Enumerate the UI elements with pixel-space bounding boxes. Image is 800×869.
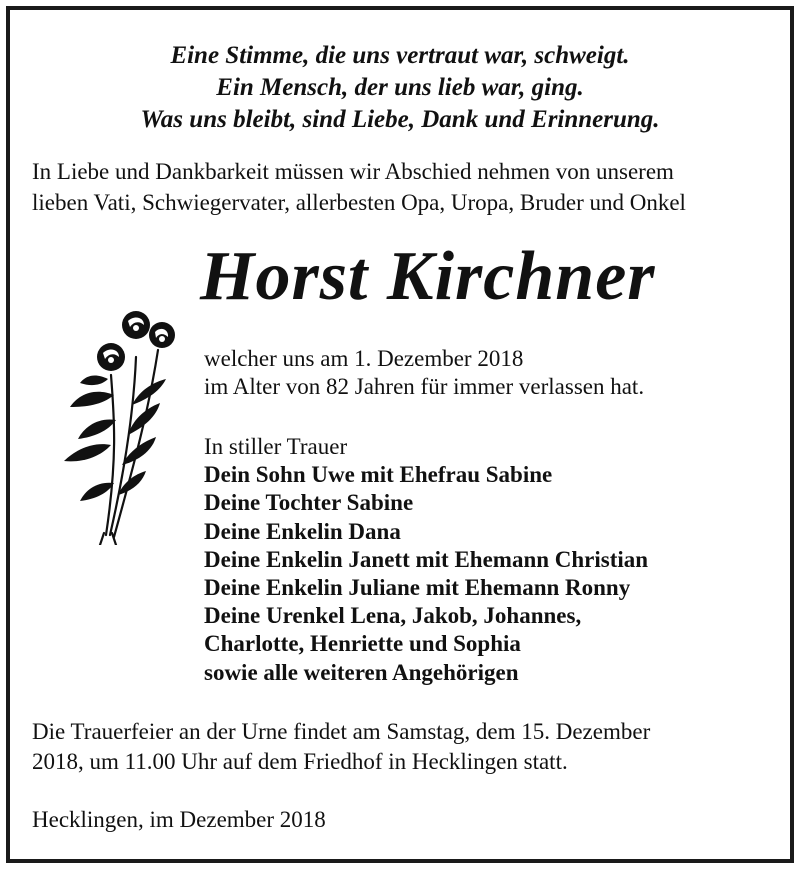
mourner-line: Dein Sohn Uwe mit Ehefrau Sabine	[204, 462, 553, 488]
verse-line: Eine Stimme, die uns vertraut war, schweigt.	[170, 42, 630, 69]
mourner-line: Deine Enkelin Dana	[204, 518, 401, 544]
verse-line: Ein Mensch, der uns lieb war, ging.	[216, 74, 584, 101]
death-details	[204, 345, 644, 401]
intro-line: lieben Vati, Schwiegervater, allerbesten Opa, Uropa, Bruder und Onkel	[32, 190, 686, 215]
mourner-line: Charlotte, Henriette und Sophia	[204, 631, 521, 657]
roses-icon	[56, 295, 176, 545]
verse-line: Was uns bleibt, sind Liebe, Dank und Erinnerung.	[140, 106, 660, 133]
mourner-line: Deine Enkelin Janett mit Ehemann Christian	[204, 546, 649, 572]
place-and-date: Hecklingen, im Dezember 2018	[32, 807, 326, 832]
mourner-line: Deine Tochter Sabine	[204, 490, 414, 516]
memorial-verse	[10, 40, 790, 136]
mourner-line: sowie alle weiteren Angehörigen	[204, 659, 519, 685]
obituary-notice	[6, 6, 794, 863]
mourners-list	[204, 433, 648, 687]
mourner-line: Deine Enkelin Juliane mit Ehemann Ronny	[204, 575, 631, 601]
death-line: welcher uns am 1. Dezember 2018	[204, 346, 524, 371]
mourning-heading: In stiller Trauer	[204, 434, 348, 459]
mourner-line: Deine Urenkel Lena, Jakob, Johannes,	[204, 603, 582, 629]
funeral-line: 2018, um 11.00 Uhr auf dem Friedhof in Hecklingen statt.	[32, 749, 568, 774]
death-line: im Alter von 82 Jahren für immer verlassen hat.	[204, 374, 645, 399]
funeral-announcement	[32, 717, 782, 777]
funeral-line: Die Trauerfeier an der Urne findet am Samstag, dem 15. Dezember	[32, 719, 651, 744]
farewell-intro	[32, 156, 782, 218]
deceased-name: Horst Kirchner	[200, 238, 656, 315]
intro-line: In Liebe und Dankbarkeit müssen wir Abschied nehmen von unserem	[32, 159, 674, 184]
